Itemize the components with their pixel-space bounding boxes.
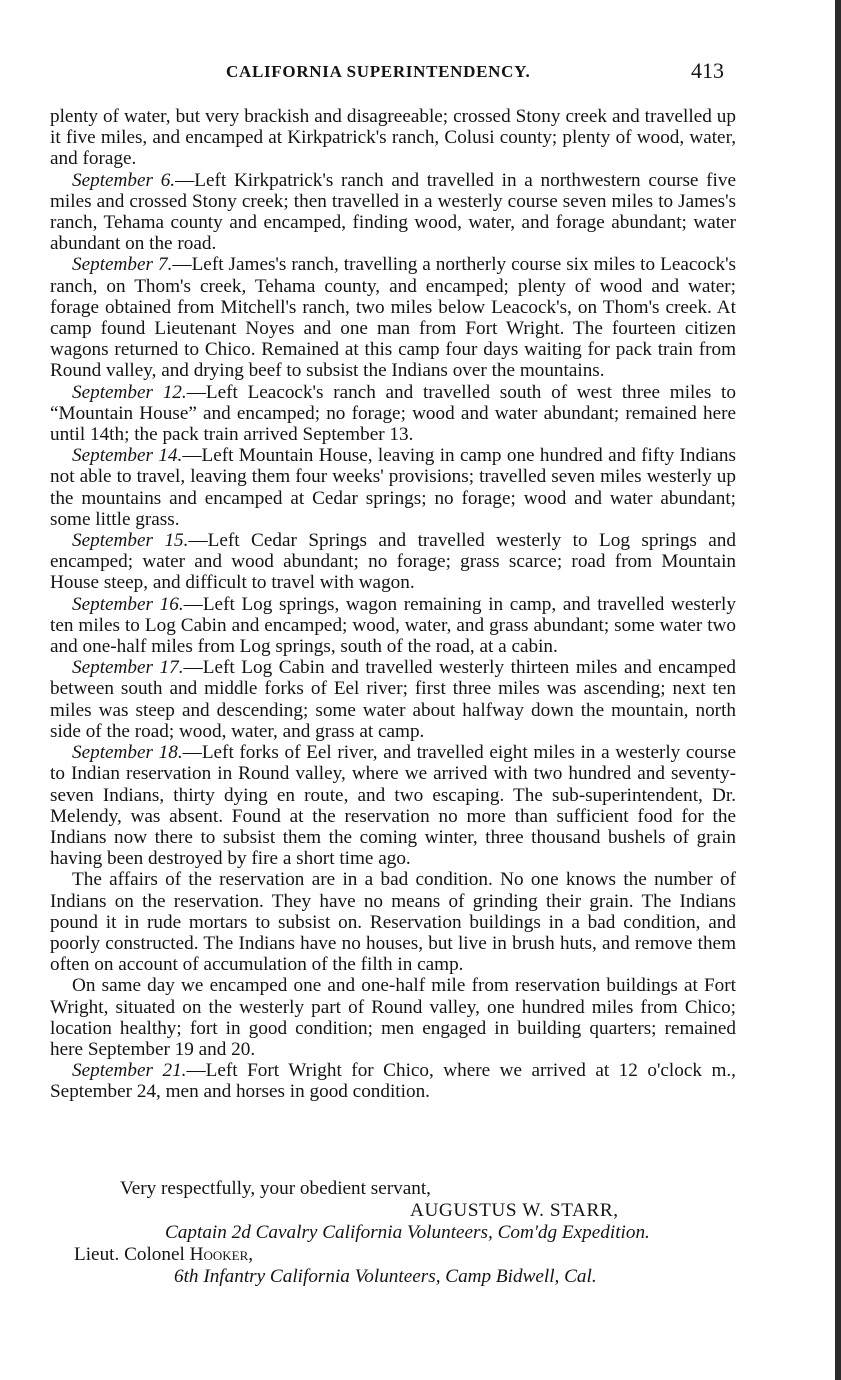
paragraph-text: —Left Log springs, wagon remaining in camp, and travelled westerly ten miles to Log Cabin and encamped; wood, water, and grass abundant; some water two and one-half miles from Log springs, south of the road, at a cabin. [50, 593, 736, 658]
paragraph-text: —Left Kirkpatrick's ranch and travelled in a northwestern course five miles and crossed Stony creek; then travelled in a westerly course seven miles to James's ranch, Tehama county and encamped, finding wood, water, and forage abundant; water abundant on the road. [50, 169, 736, 255]
paragraph [50, 382, 736, 446]
paragraph [50, 975, 736, 1060]
page-header [48, 58, 728, 88]
entry-date: September 17. [72, 657, 184, 679]
running-title: CALIFORNIA SUPERINTENDENCY. [226, 62, 531, 81]
paragraph-text: The affairs of the reservation are in a bad condition. No one knows the number of Indians on the reservation. They have no means of grinding their grain. The Indians pound it in rude mortars to subsist on. Reservation buildings in a bad condition, and poorly constructed. The Indians have no houses, but live in brush huts, and remove them often on account of accumulation of the filth in camp. [50, 869, 736, 976]
addressee-title: 6th Infantry California Volunteers, Camp Bidwell, Cal. [174, 1266, 597, 1287]
entry-date: September 14. [72, 445, 183, 467]
signer-title: Captain 2d Cavalry California Volunteers, Com'dg Expedition. [165, 1222, 650, 1243]
paragraph [50, 170, 736, 255]
entry-date: September 6. [72, 169, 176, 191]
paragraph-text: —Left Cedar Springs and travelled westerly to Log springs and encamped; water and wood abundant; no forage; grass scarce; road from Mountain House steep, and difficult to travel with wagon. [50, 530, 736, 594]
signer-name: AUGUSTUS W. STARR, [410, 1200, 619, 1221]
paragraph-text: On same day we encamped one and one-half mile from reservation buildings at Fort Wright, situated on the westerly part of Round valley, one hundred miles from Chico; location healthy; fort in good condition; men engaged in building quarters; remained here September 19 and 20. [50, 975, 736, 1060]
addressee-rank: Lieut. Colonel [74, 1244, 185, 1265]
body-text [50, 106, 736, 1103]
paragraph [50, 445, 736, 530]
entry-date: September 12. [72, 381, 187, 403]
entry-date: September 21. [72, 1060, 187, 1082]
paragraph [50, 1060, 736, 1102]
entry-date: September 18. [72, 742, 183, 764]
entry-date: September 15. [72, 530, 189, 552]
paragraph [50, 657, 736, 742]
entry-date: September 7. [72, 254, 173, 276]
paragraph-text: —Left Log Cabin and travelled westerly thirteen miles and encamped between south and middle forks of Eel river; first three miles was ascending; next ten miles was steep and descending; some water about halfway down the mountain, north side of the road; wood, water, and grass at camp. [50, 657, 736, 742]
entry-date: September 16. [72, 593, 184, 615]
letter-closing [50, 1178, 736, 1288]
paragraph [50, 869, 736, 975]
page-edge-shadow [835, 0, 841, 1380]
complimentary-close: Very respectfully, your obedient servant, [120, 1178, 431, 1199]
paragraph-text: plenty of water, but very brackish and disagreeable; crossed Stony creek and travelled up it five miles, and encamped at Kirkpatrick's ranch, Colusi county; plenty of wood, water, and forage. [50, 106, 736, 170]
addressee-name: Hooker, [189, 1244, 254, 1265]
paragraph [50, 530, 736, 594]
paragraph-text: —Left James's ranch, travelling a northerly course six miles to Leacock's ranch, on Thom's creek, Tehama county, and encamped; plenty of wood and water; forage obtained from Mitchell's ranch, two miles below Leacock's, on Thom's creek. At camp found Lieutenant Noyes and one man from Fort Wright. The fourteen citizen wagons returned to Chico. Remained at this camp four days waiting for pack train from Round valley, and drying beef to subsist the Indians over the mountains. [50, 254, 736, 382]
paragraph-text: —Left forks of Eel river, and travelled eight miles in a westerly course to Indian reservation in Round valley, where we arrived with two hundred and seventy-seven Indians, thirty dying en route, and two escaping. The sub-superintendent, Dr. Melendy, was absent. Found at the reservation no more than sufficient food for the Indians now there to subsist them the coming winter, three thousand bushels of grain having been destroyed by fire a short time ago. [50, 742, 736, 870]
paragraph-text: —Left Mountain House, leaving in camp one hundred and fifty Indians not able to travel, leaving them four weeks' provisions; travelled seven miles westerly up the mountains and encamped at Cedar springs; no forage; wood and water abundant; some little grass. [50, 445, 736, 530]
paragraph [50, 254, 736, 381]
page-number: 413 [691, 58, 724, 83]
paragraph-text: —Left Fort Wright for Chico, where we arrived at 12 o'clock m., September 24, men and horses in good condition. [50, 1060, 736, 1103]
paragraph [50, 742, 736, 869]
paragraph-text: —Left Leacock's ranch and travelled south of west three miles to “Mountain House” and encamped; no forage; wood and water abundant; remained here until 14th; the pack train arrived September 13. [50, 381, 736, 446]
paragraph [50, 594, 736, 658]
paragraph [50, 106, 736, 170]
addressee [50, 1244, 736, 1266]
